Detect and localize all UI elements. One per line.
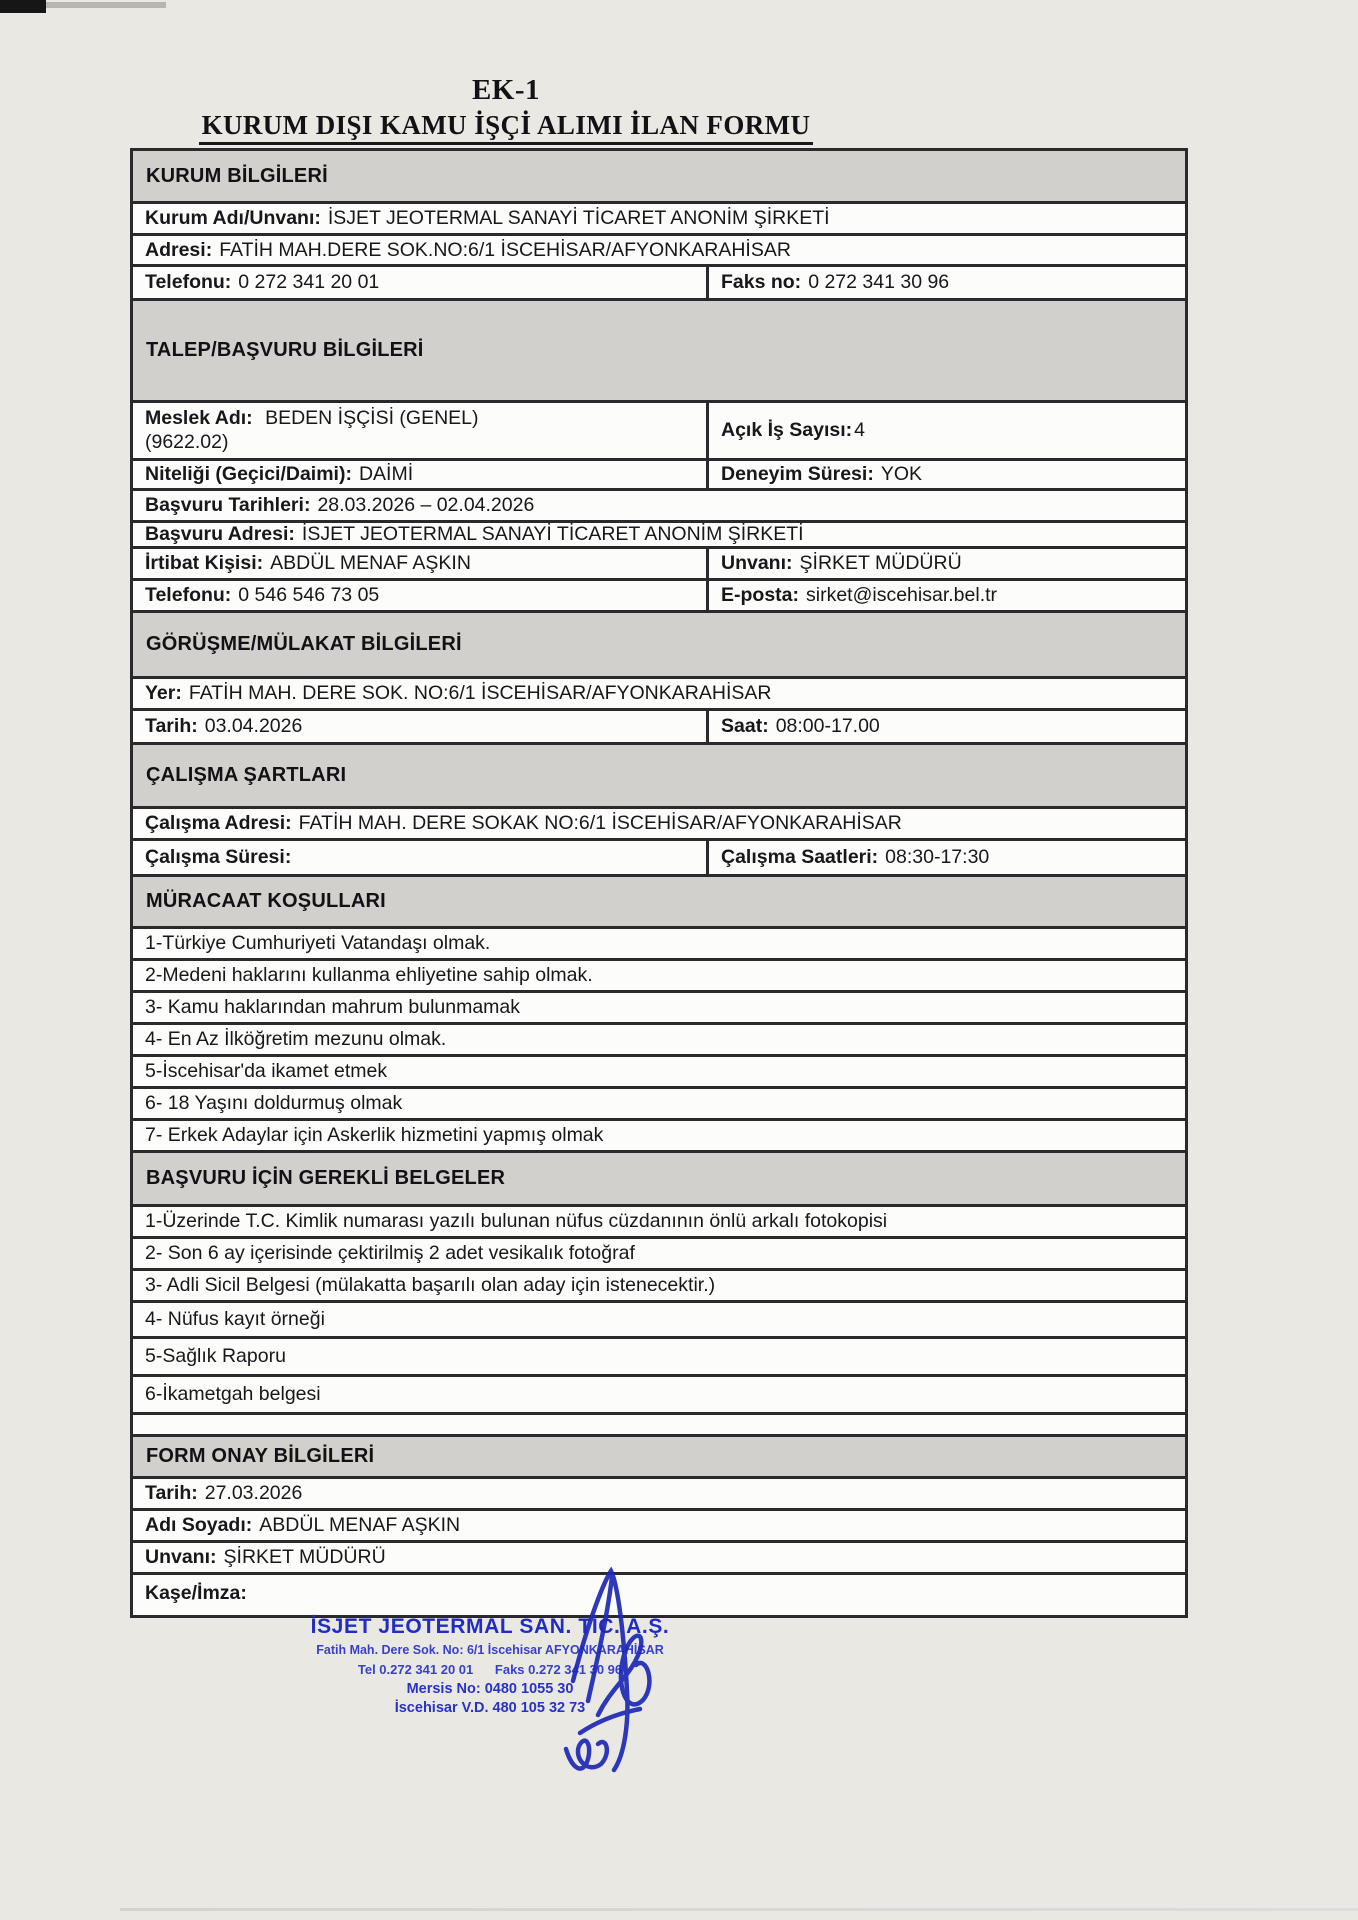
section-header-form-onay: [133, 1437, 1185, 1479]
cell-basvuru-adresi: [133, 523, 1185, 546]
list-item: [133, 993, 1185, 1025]
muracaat-item-3: 3- Kamu haklarından mahrum bulunmamak: [145, 996, 521, 1018]
cell-eposta: [706, 581, 1185, 610]
row-onay-tarih: [133, 1479, 1185, 1511]
onay-unvani-value: ŞİRKET MÜDÜRÜ: [223, 1546, 386, 1568]
section-title: MÜRACAAT KOŞULLARI: [146, 890, 386, 912]
onay-adi-label: Adı Soyadı:: [145, 1514, 253, 1536]
meslek-line2: (9622.02): [145, 430, 229, 453]
basvuru-tarihleri-value: 28.03.2026 – 02.04.2026: [317, 494, 535, 516]
belge-item-4: 4- Nüfus kayıt örneği: [145, 1308, 325, 1330]
meslek-value: BEDEN İŞÇİSİ (GENEL): [265, 407, 479, 430]
scan-artifact-smudge: [46, 2, 166, 8]
stamp-faks: Faks 0.272 341 30 96: [494, 1661, 623, 1677]
tarih-label: Tarih:: [145, 715, 198, 737]
cell-onay-tarih: [133, 1479, 1185, 1508]
section-title: BAŞVURU İÇİN GEREKLİ BELGELER: [146, 1167, 506, 1189]
row-tarih-saat: [133, 711, 1185, 745]
stamp-tax-office: İscehisar V.D. 480 105 32 73: [394, 1700, 586, 1716]
basvuru-tarihleri-label: Başvuru Tarihleri:: [145, 494, 311, 516]
form-title-wrap: [0, 110, 1012, 145]
saat-label: Saat:: [721, 715, 769, 737]
list-item: [133, 1271, 1185, 1303]
kurum-adi-value: İSJET JEOTERMAL SANAYİ TİCARET ANONİM ŞİRKETİ: [327, 207, 830, 229]
adres-value: FATİH MAH.DERE SOK.NO:6/1 İSCEHİSAR/AFYONKARAHİSAR: [219, 238, 791, 261]
calisma-adresi-label: Çalışma Adresi:: [145, 812, 292, 834]
telefon-value: 0 272 341 20 01: [238, 271, 380, 293]
eposta-value: sirket@iscehisar.bel.tr: [806, 584, 998, 606]
cell-faks: [706, 267, 1185, 298]
section-title: ÇALIŞMA ŞARTLARI: [146, 764, 347, 786]
tarih-value: 03.04.2026: [204, 715, 303, 737]
muracaat-item-7: 7- Erkek Adaylar için Askerlik hizmetini yapmış olmak: [145, 1124, 604, 1146]
cell-unvan: [706, 549, 1185, 578]
belge-item-6: 6-İkametgah belgesi: [145, 1383, 321, 1405]
muracaat-item-6: 6- 18 Yaşını doldurmuş olmak: [145, 1092, 403, 1114]
stamp-address: Fatih Mah. Dere Sok. No: 6/1 İscehisar AFYONKARAHİSAR: [316, 1643, 664, 1657]
section-header-talep-basvuru: [133, 301, 1185, 403]
meslek-line1: [145, 407, 479, 430]
onay-tarih-label: Tarih:: [145, 1482, 198, 1504]
eposta-label: E-posta:: [721, 584, 799, 606]
belge-item-2: 2- Son 6 ay içerisinde çektirilmiş 2 adet vesikalık fotoğraf: [145, 1242, 635, 1264]
cell-irtibat: [133, 549, 706, 578]
niteligi-value: DAİMİ: [358, 463, 414, 485]
section-header-gorusme-mulakat: [133, 613, 1185, 679]
calisma-saatleri-value: 08:30-17:30: [885, 846, 990, 868]
row-basvuru-tarihleri: [133, 491, 1185, 523]
calisma-suresi-label: Çalışma Süresi:: [145, 846, 292, 868]
list-item: [133, 929, 1185, 961]
cell-deneyim: [706, 461, 1185, 488]
form-heading: [0, 74, 1012, 145]
cell-tarih: [133, 711, 706, 742]
row-meslek-acikis: [133, 403, 1185, 461]
empty-cell: [133, 1415, 1185, 1434]
section-header-calisma-sartlari: [133, 745, 1185, 809]
row-niteligi-deneyim: [133, 461, 1185, 491]
row-adres: [133, 236, 1185, 267]
list-item: [133, 1303, 1185, 1339]
list-item: [133, 1207, 1185, 1239]
irtibat-value: ABDÜL MENAF AŞKIN: [270, 552, 471, 574]
section-title: GÖRÜŞME/MÜLAKAT BİLGİLERİ: [146, 633, 462, 655]
belge-item-1: 1-Üzerinde T.C. Kimlik numarası yazılı bulunan nüfus cüzdanının önlü arkalı fotokopisi: [145, 1210, 888, 1232]
faks-value: 0 272 341 30 96: [808, 271, 950, 293]
row-kurum-adi: [133, 204, 1185, 236]
belge-item-5: 5-Sağlık Raporu: [145, 1345, 286, 1367]
row-telefon-faks: [133, 267, 1185, 301]
acik-is-label: Açık İş Sayısı:: [721, 419, 853, 441]
cell-calisma-adresi: [133, 809, 1185, 838]
onay-adi-value: ABDÜL MENAF AŞKIN: [259, 1514, 461, 1536]
cell-calisma-suresi: [133, 841, 706, 874]
basvuru-adresi-label: Başvuru Adresi:: [145, 523, 295, 545]
list-item: [133, 1121, 1185, 1153]
list-item: [133, 1025, 1185, 1057]
empty-row: [133, 1415, 1185, 1437]
meslek-label: Meslek Adı:: [145, 407, 253, 430]
saat-value: 08:00-17.00: [775, 715, 880, 737]
form-title: KURUM DIŞI KAMU İŞÇİ ALIMI İLAN FORMU: [199, 110, 814, 145]
deneyim-label: Deneyim Süresi:: [721, 463, 874, 485]
muracaat-item-5: 5-İscehisar'da ikamet etmek: [145, 1060, 388, 1082]
list-item: [133, 1377, 1185, 1415]
list-item: [133, 1239, 1185, 1271]
row-calisma-adresi: [133, 809, 1185, 841]
muracaat-item-1: 1-Türkiye Cumhuriyeti Vatandaşı olmak.: [145, 932, 491, 954]
yer-value: FATİH MAH. DERE SOK. NO:6/1 İSCEHİSAR/AFYONKARAHİSAR: [188, 682, 772, 704]
row-basvuru-adresi: [133, 523, 1185, 549]
unvan-value: ŞİRKET MÜDÜRÜ: [799, 552, 962, 574]
cell-telefon: [133, 267, 706, 298]
section-title: KURUM BİLGİLERİ: [146, 164, 328, 187]
stamp-tel: Tel 0.272 341 20 01: [357, 1661, 474, 1677]
belge-item-3: 3- Adli Sicil Belgesi (mülakatta başarılı olan aday için istenecektir.): [145, 1274, 716, 1296]
section-title: TALEP/BAŞVURU BİLGİLERİ: [146, 339, 424, 361]
calisma-adresi-value: FATİH MAH. DERE SOKAK NO:6/1 İSCEHİSAR/AFYONKARAHİSAR: [298, 812, 902, 834]
cell-yer: [133, 679, 1185, 708]
niteligi-label: Niteliği (Geçici/Daimi):: [145, 463, 352, 485]
telefon2-label: Telefonu:: [145, 584, 232, 606]
onay-unvani-label: Unvanı:: [145, 1546, 217, 1568]
ek-label: EK-1: [471, 74, 541, 106]
cell-acik-is: [706, 403, 1185, 458]
acik-is-value: 4: [854, 419, 866, 441]
list-item: [133, 1339, 1185, 1377]
row-yer: [133, 679, 1185, 711]
form-table: [130, 148, 1188, 1618]
onay-tarih-value: 27.03.2026: [204, 1482, 303, 1504]
telefon2-value: 0 546 546 73 05: [238, 584, 380, 606]
section-header-muracaat-kosullari: [133, 877, 1185, 929]
cell-onay-adi: [133, 1511, 1185, 1540]
row-calisma-suresi-saatleri: [133, 841, 1185, 877]
list-item: [133, 1089, 1185, 1121]
deneyim-value: YOK: [880, 463, 922, 485]
muracaat-item-4: 4- En Az İlköğretim mezunu olmak.: [145, 1028, 447, 1050]
section-title: FORM ONAY BİLGİLERİ: [146, 1445, 375, 1467]
telefon-label: Telefonu:: [145, 271, 232, 293]
muracaat-item-2: 2-Medeni haklarını kullanma ehliyetine sahip olmak.: [145, 964, 593, 986]
section-header-kurum-bilgileri: [133, 151, 1185, 204]
section-header-gerekli-belgeler: [133, 1153, 1185, 1207]
adres-label: Adresi:: [145, 238, 213, 261]
cell-basvuru-tarihleri: [133, 491, 1185, 520]
list-item: [133, 961, 1185, 993]
stamp-company-name: İSJET JEOTERMAL SAN. TİC. A.Ş.: [310, 1615, 670, 1638]
cell-telefon2: [133, 581, 706, 610]
signature-scribble: [528, 1563, 680, 1781]
cell-adres: [133, 236, 1185, 264]
kase-imza-label: Kaşe/İmza:: [145, 1582, 247, 1604]
row-irtibat-unvan: [133, 549, 1185, 581]
list-item: [133, 1057, 1185, 1089]
basvuru-adresi-value: İSJET JEOTERMAL SANAYİ TİCARET ANONİM ŞİRKETİ: [301, 523, 804, 545]
scan-artifact-bottom-line: [120, 1908, 1358, 1911]
kurum-adi-label: Kurum Adı/Unvanı:: [145, 207, 321, 229]
irtibat-label: İrtibat Kişisi:: [145, 552, 264, 574]
cell-kurum-adi: [133, 204, 1185, 233]
row-telefon2-eposta: [133, 581, 1185, 613]
faks-label: Faks no:: [721, 271, 802, 293]
calisma-saatleri-label: Çalışma Saatleri:: [721, 846, 879, 868]
row-onay-adi-soyadi: [133, 1511, 1185, 1543]
scan-artifact-bar: [0, 0, 46, 13]
cell-saat: [706, 711, 1185, 742]
cell-calisma-saatleri: [706, 841, 1185, 874]
cell-niteligi: [133, 461, 706, 488]
yer-label: Yer:: [145, 682, 182, 704]
cell-meslek: [133, 403, 706, 458]
unvan-label: Unvanı:: [721, 552, 793, 574]
stamp-mersis: Mersis No: 0480 1055 30: [406, 1680, 574, 1697]
